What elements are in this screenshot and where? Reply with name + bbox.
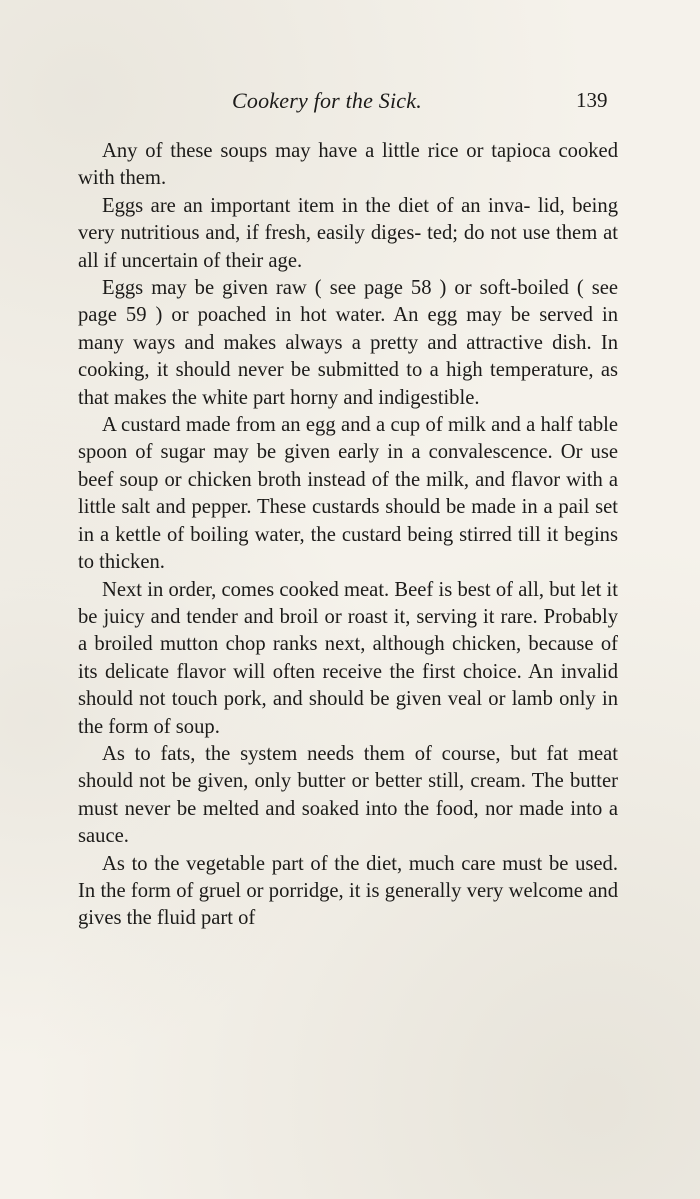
body-text bbox=[78, 138, 618, 933]
paragraph: A custard made from an egg and a cup of milk and a half table spoon of sugar may be given early in a convalescence. Or use beef soup or chicken broth instead of the milk, and flavor with a little salt and pepper. These custards should be made in a pail set in a kettle of boiling water, the custard being stirred till it begins to thicken. bbox=[78, 414, 618, 574]
paragraph: Any of these soups may have a little rice or tapioca cooked with them. bbox=[78, 140, 618, 190]
paragraph: Eggs may be given raw ( see page 58 ) or soft-boiled ( see page 59 ) or poached in hot water. An egg may be served in many ways and makes always a pretty and attractive dish. In cooking, it should never be submitted to a high temperature, as that makes the white part horny and indigestible. bbox=[78, 277, 618, 409]
page-number: 139 bbox=[576, 88, 608, 112]
paragraph: As to the vegetable part of the diet, much care must be used. In the form of gruel or porridge, it is generally very welcome and gives the fluid part of bbox=[78, 852, 618, 930]
running-head bbox=[0, 88, 700, 128]
paragraph: Next in order, comes cooked meat. Beef is best of all, but let it be juicy and tender and broil or roast it, serving it rare. Probably a broiled mutton chop ranks next, although chicken, because of its delicate flavor will often receive the first choice. An invalid should not touch pork, and should be given veal or lamb only in the form of soup. bbox=[78, 578, 618, 738]
running-title: Cookery for the Sick. bbox=[232, 88, 422, 113]
paragraph: As to fats, the system needs them of course, but fat meat should not be given, only butter or better still, cream. The butter must never be melted and soaked into the food, nor made into a sauce. bbox=[78, 742, 618, 848]
paragraph: Eggs are an important item in the diet of an inva- lid, being very nutritious and, if fresh, easily diges- ted; do not use them at all if uncertain of their age. bbox=[78, 194, 618, 272]
